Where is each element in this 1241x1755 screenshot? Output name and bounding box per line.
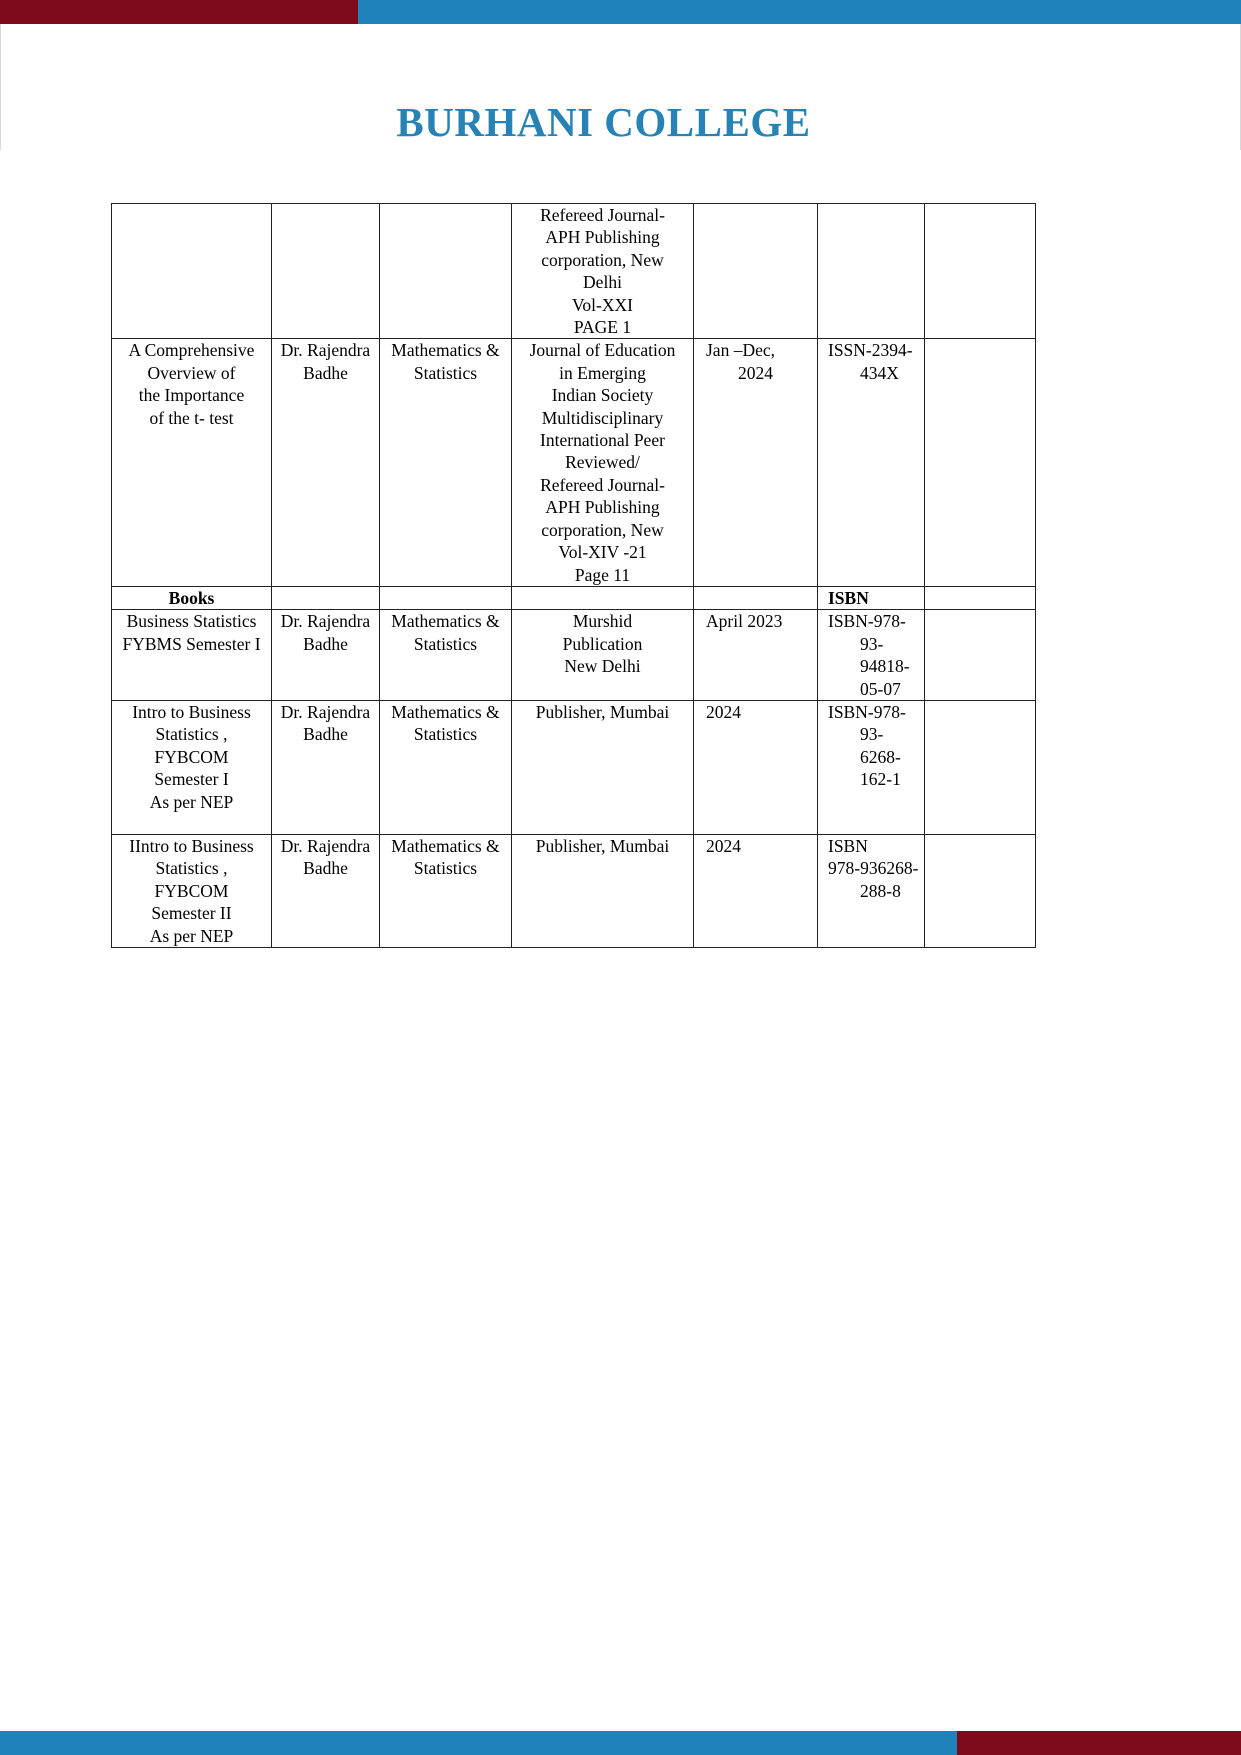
section-header-row: [112, 586, 1036, 609]
cell-line: FYBMS Semester I: [122, 633, 261, 654]
title-cell: [112, 339, 272, 586]
cell-line: Overview of: [147, 362, 236, 383]
cell-line: Semester II: [151, 903, 232, 924]
cell-line: As per NEP: [149, 791, 234, 812]
cell-line: Refereed Journal-: [540, 205, 665, 225]
title-cell: [112, 834, 272, 947]
cell-line: 2024: [706, 835, 741, 856]
top-bar-blue-segment: [358, 0, 1241, 24]
publications-table-body: [112, 204, 1036, 948]
remarks-cell: [925, 700, 1036, 834]
bottom-color-bar: [0, 1731, 1241, 1755]
cell-line: 93-: [860, 633, 884, 654]
department-cell: [380, 700, 512, 834]
cell-line: 2024: [706, 701, 741, 722]
author-cell: [272, 586, 380, 609]
cell-line: Dr. Rajendra: [280, 611, 371, 632]
issn-cell: [818, 834, 925, 947]
remarks-cell: [925, 339, 1036, 586]
cell-line: Refereed Journal-: [540, 474, 665, 495]
date-cell: [694, 204, 818, 339]
cell-line: 288-8: [860, 880, 901, 901]
title-cell: [112, 610, 272, 701]
cell-line: 94818-: [860, 656, 910, 677]
cell-line: Dr. Rajendra: [280, 701, 371, 722]
cell-line: Reviewed/: [565, 452, 640, 473]
cell-line: Mathematics &: [391, 835, 500, 856]
cell-line: New Delhi: [564, 656, 641, 677]
cell-line: Page 11: [574, 564, 631, 585]
table-row: [112, 204, 1036, 339]
date-cell: [694, 834, 818, 947]
cell-line: International Peer: [540, 430, 665, 451]
journal-cell: [512, 204, 694, 339]
table-row: [112, 834, 1036, 947]
cell-line: Semester I: [154, 769, 229, 790]
cell-line: of the t- test: [149, 407, 234, 428]
cell-line: FYBCOM: [154, 880, 229, 901]
remarks-cell: [925, 586, 1036, 609]
cell-line: A Comprehensive: [128, 340, 255, 361]
cell-line: ISBN: [828, 835, 868, 856]
cell-line: Statistics ,: [155, 724, 228, 745]
issn-cell: [818, 700, 925, 834]
cell-line: FYBCOM: [154, 746, 229, 767]
author-cell: [272, 834, 380, 947]
cell-line: ISBN: [828, 587, 869, 608]
journal-cell: [512, 339, 694, 586]
issn-cell: [818, 586, 925, 609]
cell-line: Books: [168, 587, 215, 608]
cell-line: Murshid: [572, 611, 633, 632]
department-cell: [380, 339, 512, 586]
author-cell: [272, 339, 380, 586]
cell-line: Statistics: [413, 858, 478, 879]
author-cell: [272, 204, 380, 339]
cell-line: 978-936268-: [828, 858, 919, 879]
author-cell: [272, 610, 380, 701]
cell-line: APH Publishing: [545, 497, 660, 518]
cell-line: IIntro to Business: [129, 835, 254, 856]
cell-line: 162-1: [860, 769, 901, 790]
issn-cell: [818, 204, 925, 339]
college-title: BURHANI COLLEGE: [396, 99, 811, 145]
cell-line: corporation, New: [541, 519, 664, 540]
bottom-bar-blue-segment: [0, 1731, 957, 1755]
cell-line: Delhi: [583, 272, 622, 293]
title-cell: [112, 586, 272, 609]
cell-line: As per NEP: [149, 925, 234, 946]
cell-line: 93-: [860, 724, 884, 745]
cell-line: ISBN-978-: [828, 611, 906, 632]
date-cell: [694, 610, 818, 701]
issn-cell: [818, 339, 925, 586]
issn-cell: [818, 610, 925, 701]
cell-line: Publisher, Mumbai: [535, 701, 670, 722]
cell-line: 434X: [860, 362, 899, 383]
top-bar-red-segment: [0, 0, 358, 24]
bottom-bar-red-segment: [957, 1731, 1241, 1755]
cell-line: ISBN-978-: [828, 701, 906, 722]
remarks-cell: [925, 834, 1036, 947]
cell-line: Statistics: [413, 362, 478, 383]
journal-cell: [512, 834, 694, 947]
remarks-cell: [925, 204, 1036, 339]
cell-line: Vol-XIV -21: [558, 542, 647, 563]
journal-cell: [512, 610, 694, 701]
cell-line: Statistics: [413, 724, 478, 745]
top-color-bar: [0, 0, 1241, 24]
cell-line: Indian Society: [551, 385, 654, 406]
cell-line: Multidisciplinary: [541, 407, 664, 428]
cell-line: Vol-XXI: [572, 294, 633, 315]
cell-line: April 2023: [706, 611, 783, 632]
cell-line: APH Publishing: [545, 227, 660, 248]
publications-table: [111, 203, 1036, 948]
cell-line: PAGE 1: [573, 317, 632, 338]
cell-line: Badhe: [303, 362, 348, 383]
cell-line: 05-07: [860, 678, 901, 699]
cell-line: Badhe: [303, 633, 348, 654]
cell-line: Business Statistics: [126, 611, 257, 632]
cell-line: 2024: [738, 362, 773, 383]
author-cell: [272, 700, 380, 834]
cell-line: Publication: [562, 633, 643, 654]
journal-cell: [512, 700, 694, 834]
title-cell: [112, 204, 272, 339]
cell-line: Statistics: [413, 633, 478, 654]
cell-line: corporation, New: [541, 249, 664, 270]
cell-line: the Importance: [138, 385, 245, 406]
cell-line: Statistics ,: [155, 858, 228, 879]
date-cell: [694, 586, 818, 609]
cell-line: Journal of Education: [529, 340, 676, 361]
cell-line: Intro to Business: [132, 701, 251, 722]
table-row: [112, 610, 1036, 701]
cell-line: in Emerging: [559, 362, 646, 383]
table-row: [112, 700, 1036, 834]
department-cell: [380, 834, 512, 947]
cell-line: ISSN-2394-: [828, 340, 913, 361]
journal-cell: [512, 586, 694, 609]
cell-line: Dr. Rajendra: [280, 340, 371, 361]
department-cell: [380, 610, 512, 701]
cell-line: Publisher, Mumbai: [535, 835, 670, 856]
title-cell: [112, 700, 272, 834]
table-row: [112, 339, 1036, 586]
cell-line: Badhe: [303, 724, 348, 745]
department-cell: [380, 586, 512, 609]
cell-line: Dr. Rajendra: [280, 835, 371, 856]
cell-line: Badhe: [303, 858, 348, 879]
department-cell: [380, 204, 512, 339]
remarks-cell: [925, 610, 1036, 701]
cell-line: Mathematics &: [391, 701, 500, 722]
date-cell: [694, 700, 818, 834]
cell-line: Mathematics &: [391, 340, 500, 361]
date-cell: [694, 339, 818, 586]
cell-line: Jan –Dec,: [706, 340, 776, 361]
cell-line: 6268-: [860, 746, 901, 767]
cell-line: Mathematics &: [391, 611, 500, 632]
